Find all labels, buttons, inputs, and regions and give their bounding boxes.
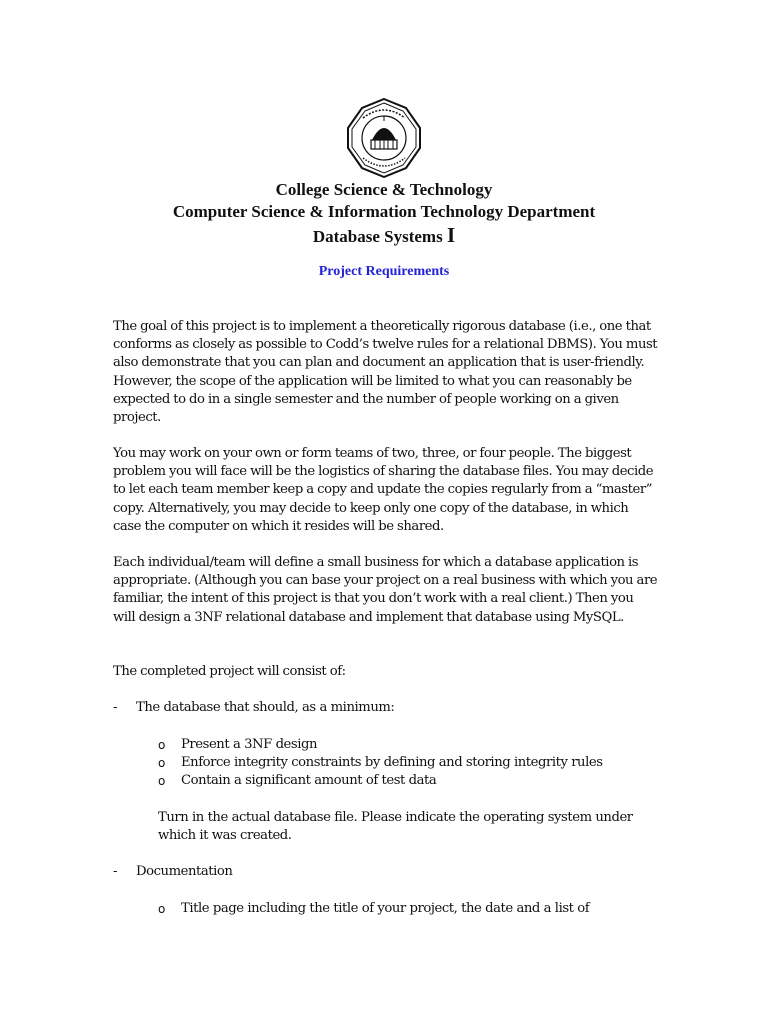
dash-marker: - (113, 700, 118, 715)
sub-list-item-text: Present a 3NF design (181, 737, 318, 752)
course-numeral: I (446, 223, 456, 247)
university-seal-logo (345, 98, 423, 178)
project-requirements-subtitle: Project Requirements (318, 264, 450, 279)
paragraph-teams: You may work on your own or form teams of two, three, or four people. The biggest problem you will face will be the logistics of sharing the database files. You may decide to let each team member keep a copy and update the copies regularly from a “master” copy. Alternatively, you may decide to keep only one copy of the database, in which case the computer on which it resides will be shared. (113, 446, 654, 534)
course-name: Database Systems (312, 227, 443, 246)
circle-bullet-icon: o (158, 902, 165, 916)
list-item-text: The database that should, as a minimum: (136, 700, 395, 715)
sub-list-item-text: Title page including the title of your project, the date and a list of (181, 901, 590, 916)
department-title: Computer Science & Information Technology Department (172, 202, 596, 221)
circle-bullet-icon: o (158, 738, 165, 752)
paragraph-project-goal: The goal of this project is to implement a theoretically rigorous database (i.e., one that conforms as closely as possible to Codd’s twelve rules for a relational DBMS). You must also demonstrate that you can plan and document an application that is user-friendly. However, the scope of the application will be limited to what you can reasonably be expected to do in a single semester and the number of people working on a given project. (113, 319, 658, 426)
college-title: College Science & Technology (275, 180, 493, 199)
sub-list-item-text: Enforce integrity constraints by defining and storing integrity rules (181, 755, 603, 770)
circle-bullet-icon: o (158, 774, 165, 788)
list-item-text: Documentation (136, 864, 233, 879)
course-title (0, 224, 768, 248)
circle-bullet-icon: o (158, 756, 165, 770)
dash-marker: - (113, 864, 118, 879)
sub-list-item-text: Contain a significant amount of test data (181, 773, 437, 788)
paragraph-project-consists: The completed project will consist of: (113, 664, 346, 679)
paragraph-business-definition: Each individual/team will define a small business for which a database application is appropriate. (Although you can base your project on a real business with which you are familiar, the intent of this project is that you don’t work with a real client.) Then you will design a 3NF relational database and implement that database using MySQL. (113, 555, 658, 625)
database-submission-note: Turn in the actual database file. Please indicate the operating system under which it was created. (158, 810, 633, 844)
